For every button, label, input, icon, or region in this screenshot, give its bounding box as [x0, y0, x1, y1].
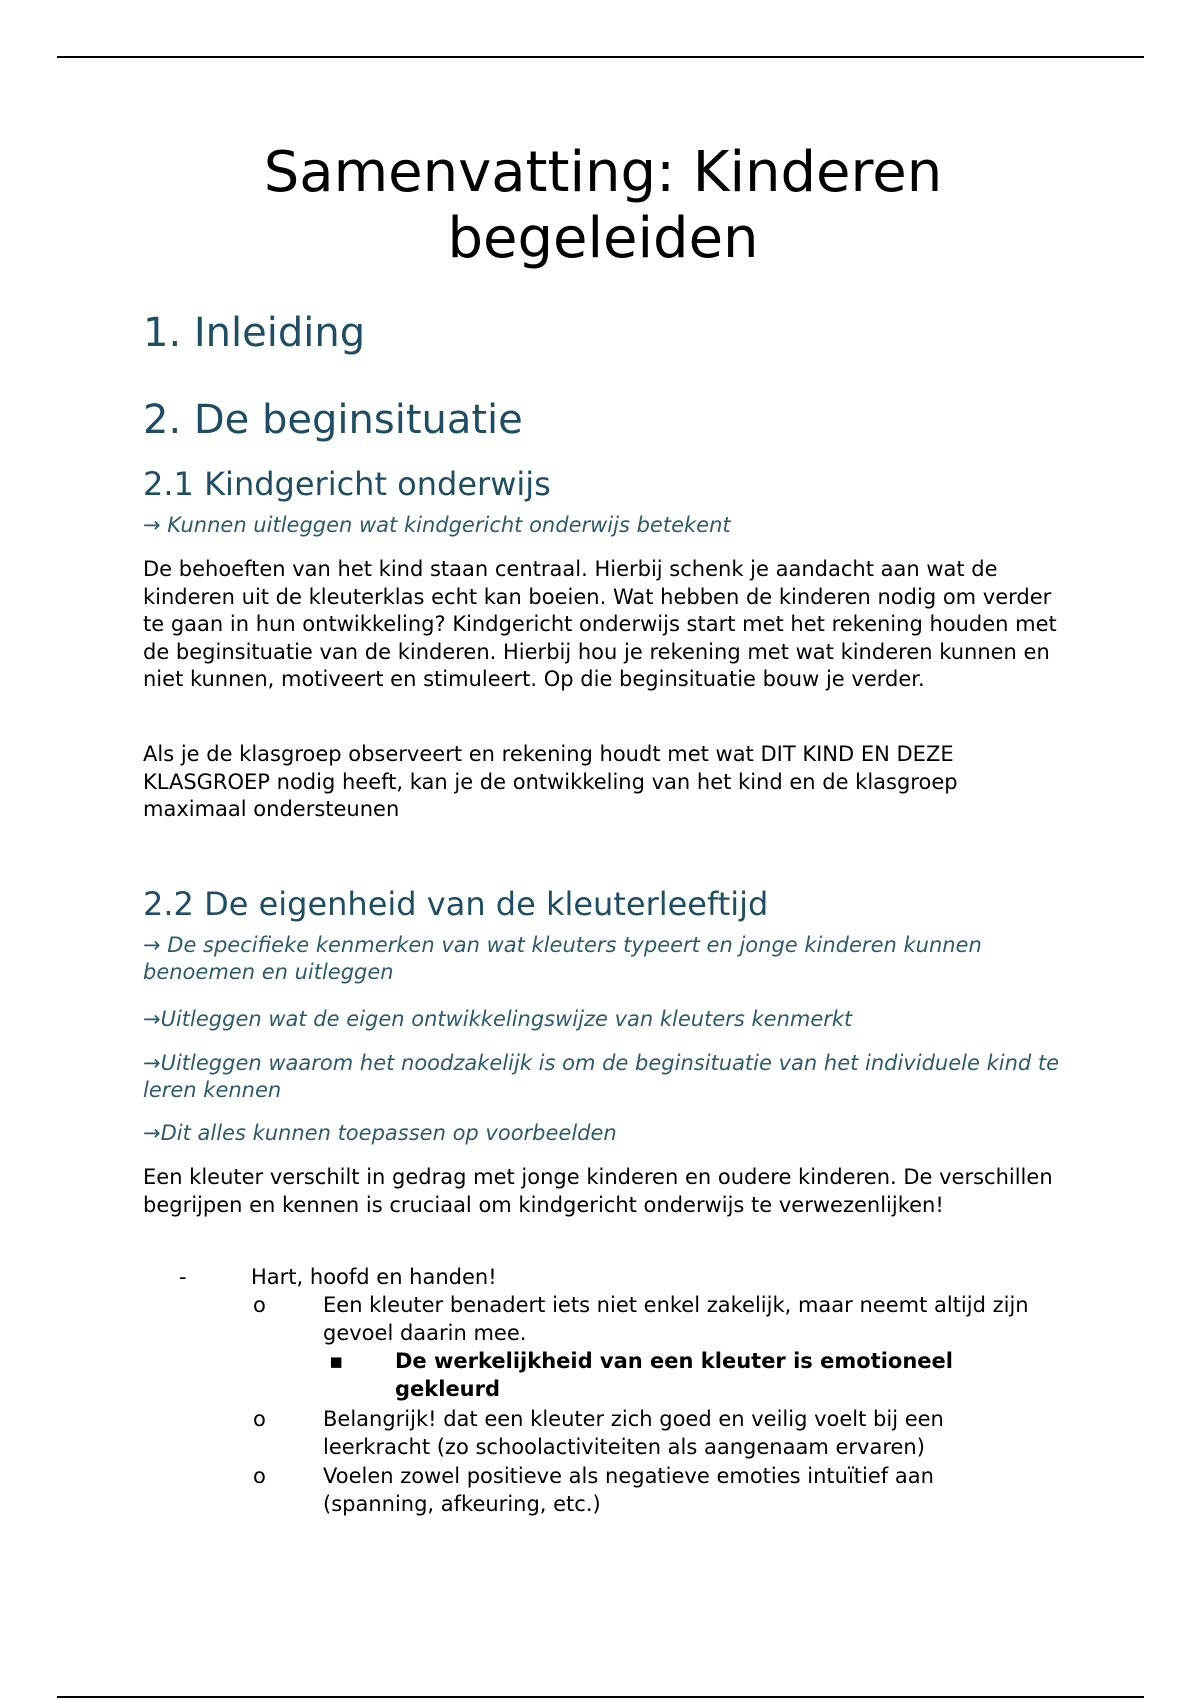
circle-bullet-icon: o	[253, 1407, 266, 1431]
paragraph-behoeften: De behoeften van het kind staan centraal. Hierbij schenk je aandacht aan wat de kinderen uit de kleuterklas echt kan boeien. Wat hebben de kinderen nodig om verder te gaan in hun ontwikkeling? Kindgericht onderwijs start met het rekening houden met de beginsituatie van de kinderen. Hierbij hou je rekening met wat kinderen kunnen en niet kunnen, motiveert en stimuleert. Op die beginsituatie bouw je verder.	[143, 557, 1057, 692]
list-item-text: Voelen zowel positieve als negatieve emoties intuïtief aan (spanning, afkeuring, etc.)	[323, 1464, 934, 1516]
list-item-text: De werkelijkheid van een kleuter is emotioneel gekleurd	[395, 1349, 953, 1401]
list-item-text: Een kleuter benadert iets niet enkel zakelijk, maar neemt altijd zijn gevoel daarin mee.	[323, 1293, 1029, 1345]
dash-bullet-icon: -	[179, 1265, 187, 1289]
learning-goal: →Dit alles kunnen toepassen op voorbeelden	[143, 1121, 617, 1145]
heading-beginsituatie: 2. De beginsituatie	[143, 397, 523, 443]
learning-goal: → De specifieke kenmerken van wat kleuters typeert en jonge kinderen kunnen benoemen en uitleggen	[143, 933, 982, 984]
header-rule	[57, 56, 1144, 58]
list-item-text: Hart, hoofd en handen!	[251, 1265, 497, 1289]
learning-goal: →Uitleggen wat de eigen ontwikkelingswijze van kleuters kenmerkt	[143, 1007, 853, 1031]
circle-bullet-icon: o	[253, 1293, 266, 1317]
heading-inleiding: 1. Inleiding	[143, 310, 366, 356]
footer-rule	[57, 1696, 1144, 1698]
square-bullet-icon: ▪	[329, 1349, 344, 1373]
list-item-text: Belangrijk! dat een kleuter zich goed en veilig voelt bij een leerkracht (zo schoolactiviteiten als aangenaam ervaren)	[323, 1407, 944, 1459]
heading-kindgericht-onderwijs: 2.1 Kindgericht onderwijs	[143, 465, 551, 503]
circle-bullet-icon: o	[253, 1464, 266, 1488]
learning-goal: →Uitleggen waarom het noodzakelijk is om de beginsituatie van het individuele kind te leren kennen	[143, 1051, 1060, 1102]
learning-goal: → Kunnen uitleggen wat kindgericht onderwijs betekent	[143, 513, 731, 537]
paragraph-klasgroep: Als je de klasgroep observeert en rekening houdt met wat DIT KIND EN DEZE KLASGROEP nodig heeft, kan je de ontwikkeling van het kind en de klasgroep maximaal ondersteunen	[143, 742, 958, 822]
document-title: Samenvatting: Kinderen begeleiden	[263, 140, 943, 271]
heading-eigenheid-kleuterleeftijd: 2.2 De eigenheid van de kleuterleeftijd	[143, 885, 769, 923]
paragraph-kleuter-verschilt: Een kleuter verschilt in gedrag met jonge kinderen en oudere kinderen. De verschillen begrijpen en kennen is cruciaal om kindgericht onderwijs te verwezenlijken!	[143, 1165, 1053, 1217]
